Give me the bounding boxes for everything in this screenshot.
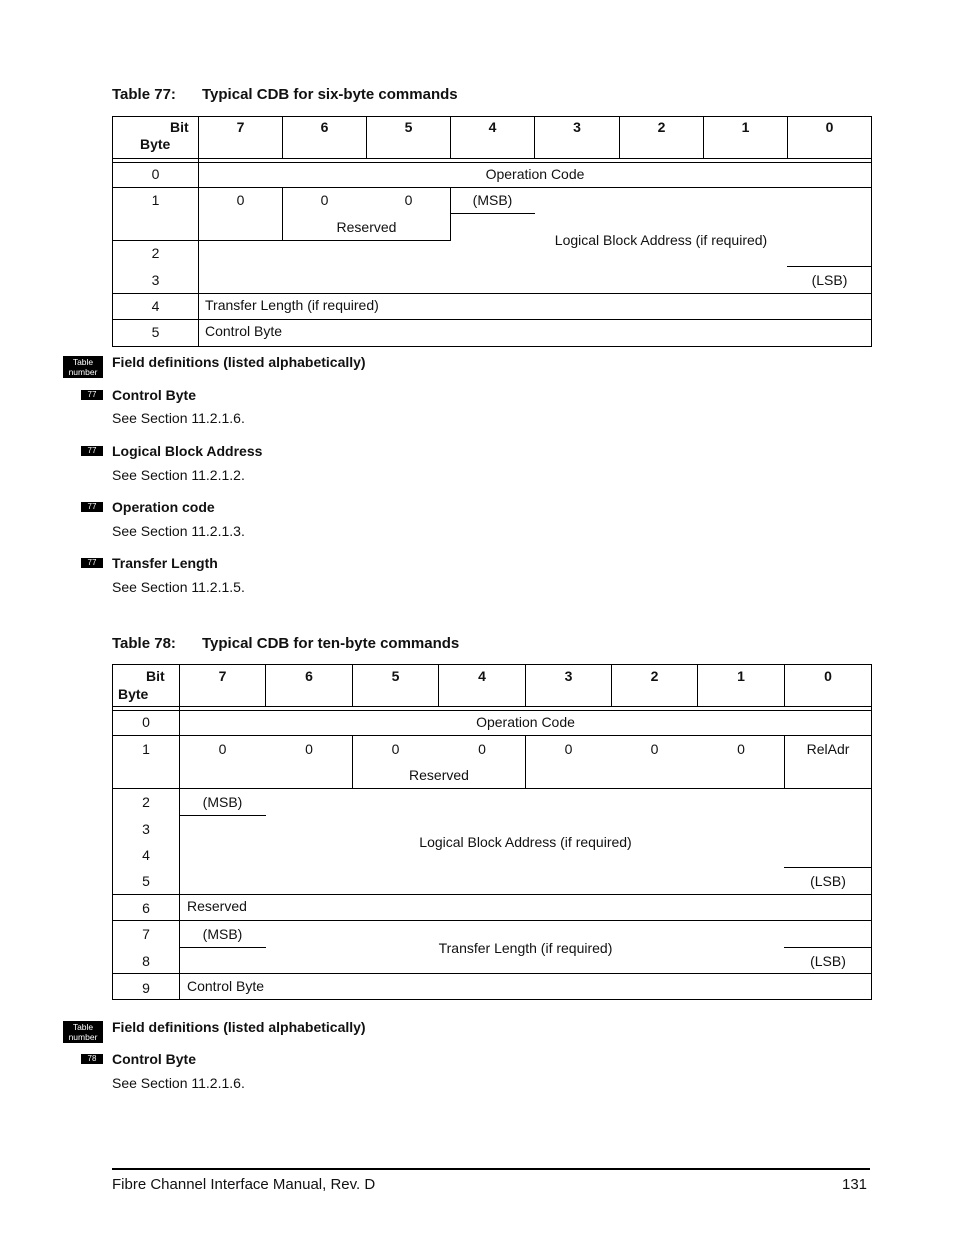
def-title-lba: Logical Block Address (112, 443, 263, 459)
byte-3-label: 3 (151, 272, 160, 288)
table-ref-tag: 77 (81, 390, 103, 400)
table-78-title: Typical CDB for ten-byte commands (202, 635, 460, 652)
row1-bit3: 0 (564, 741, 573, 757)
bit-0-header: 0 (825, 119, 834, 135)
operation-code-cell: Operation Code (476, 714, 575, 730)
byte-3-label: 3 (142, 821, 150, 837)
msb-label: (MSB) (472, 192, 513, 208)
byte-0-label: 0 (151, 166, 160, 182)
bit-header-label: Bit (170, 119, 189, 135)
bit-2-header: 2 (657, 119, 666, 135)
bit-3-header: 3 (573, 119, 581, 135)
row1-bit2: 0 (650, 741, 659, 757)
bit-3-header: 3 (564, 668, 573, 684)
table-ref-tag: 77 (81, 446, 103, 456)
def-text-lba: See Section 11.2.1.2. (112, 467, 245, 483)
bit-7-header: 7 (218, 668, 227, 684)
row1-bit6: 0 (305, 741, 313, 757)
row1-bit5: 0 (391, 741, 400, 757)
reserved-cell: Reserved (336, 219, 397, 235)
byte-8-label: 8 (142, 953, 150, 969)
byte-4-label: 4 (142, 847, 150, 863)
table-ref-tag: 77 (81, 558, 103, 568)
page-number: 131 (842, 1176, 868, 1193)
bit-6-header: 6 (320, 119, 329, 135)
operation-code-cell: Operation Code (485, 166, 585, 182)
lba-lsb-label: (LSB) (810, 873, 846, 889)
lba-cell: Logical Block Address (if required) (554, 232, 768, 248)
control-byte-cell: Control Byte (187, 978, 265, 994)
bit-5-header: 5 (391, 668, 400, 684)
def-text-transfer-length: See Section 11.2.1.5. (112, 579, 245, 595)
def-title-operation-code: Operation code (112, 499, 215, 515)
byte-7-label: 7 (142, 926, 150, 942)
footer-title: Fibre Channel Interface Manual, Rev. D (112, 1176, 376, 1193)
bit-4-header: 4 (478, 668, 486, 684)
row1-bit1: 0 (737, 741, 745, 757)
table-number-tag: Table number (63, 1021, 103, 1043)
bit-5-header: 5 (404, 119, 413, 135)
reserved-cell: Reserved (409, 767, 469, 783)
row1-bit5: 0 (404, 192, 413, 208)
def-text-control-byte: See Section 11.2.1.6. (112, 1075, 245, 1091)
bit-7-header: 7 (236, 119, 245, 135)
lba-msb-label: (MSB) (202, 794, 243, 810)
reserved-6-cell: Reserved (187, 898, 247, 914)
field-definitions-heading: Field definitions (listed alphabetically) (112, 1019, 366, 1035)
control-byte-cell: Control Byte (205, 323, 283, 339)
byte-header-label: Byte (118, 686, 149, 702)
byte-5-label: 5 (151, 324, 160, 340)
byte-header-label: Byte (140, 136, 171, 152)
byte-2-label: 2 (142, 794, 150, 810)
lba-cell: Logical Block Address (if required) (419, 834, 632, 850)
table-number-tag: Table number (63, 356, 103, 378)
bit-2-header: 2 (650, 668, 659, 684)
byte-4-label: 4 (151, 298, 160, 314)
footer-rule (112, 1168, 870, 1170)
bit-4-header: 4 (488, 119, 497, 135)
byte-6-label: 6 (142, 900, 150, 916)
def-title-control-byte: Control Byte (112, 387, 196, 403)
def-title-transfer-length: Transfer Length (112, 555, 218, 571)
bit-0-header: 0 (824, 668, 832, 684)
table-ref-tag: 78 (81, 1054, 103, 1064)
def-text-operation-code: See Section 11.2.1.3. (112, 523, 245, 539)
reladr-cell: RelAdr (806, 741, 850, 757)
row1-bit6: 0 (320, 192, 329, 208)
table-77-number: Table 77: (112, 86, 176, 103)
row1-bit4: 0 (478, 741, 486, 757)
field-definitions-heading: Field definitions (listed alphabetically) (112, 354, 366, 370)
bit-1-header: 1 (737, 668, 745, 684)
transfer-length-cell: Transfer Length (if required) (205, 297, 379, 313)
bit-6-header: 6 (305, 668, 313, 684)
row1-bit7: 0 (218, 741, 227, 757)
byte-9-label: 9 (142, 980, 150, 996)
bit-header-label: Bit (146, 668, 165, 684)
table-78-number: Table 78: (112, 635, 176, 652)
row1-bit7: 0 (236, 192, 245, 208)
byte-5-label: 5 (142, 873, 150, 889)
table-77-title: Typical CDB for six-byte commands (202, 86, 458, 103)
byte-0-label: 0 (142, 714, 150, 730)
def-text-control-byte: See Section 11.2.1.6. (112, 410, 245, 426)
bit-1-header: 1 (741, 119, 750, 135)
byte-2-label: 2 (151, 245, 160, 261)
byte-1-label: 1 (142, 741, 150, 757)
lsb-label: (LSB) (811, 272, 848, 288)
def-title-control-byte: Control Byte (112, 1051, 196, 1067)
transfer-length-cell: Transfer Length (if required) (438, 940, 613, 956)
byte-1-label: 1 (151, 192, 160, 208)
tl-msb-label: (MSB) (202, 926, 243, 942)
tl-lsb-label: (LSB) (810, 953, 846, 969)
table-ref-tag: 77 (81, 502, 103, 512)
